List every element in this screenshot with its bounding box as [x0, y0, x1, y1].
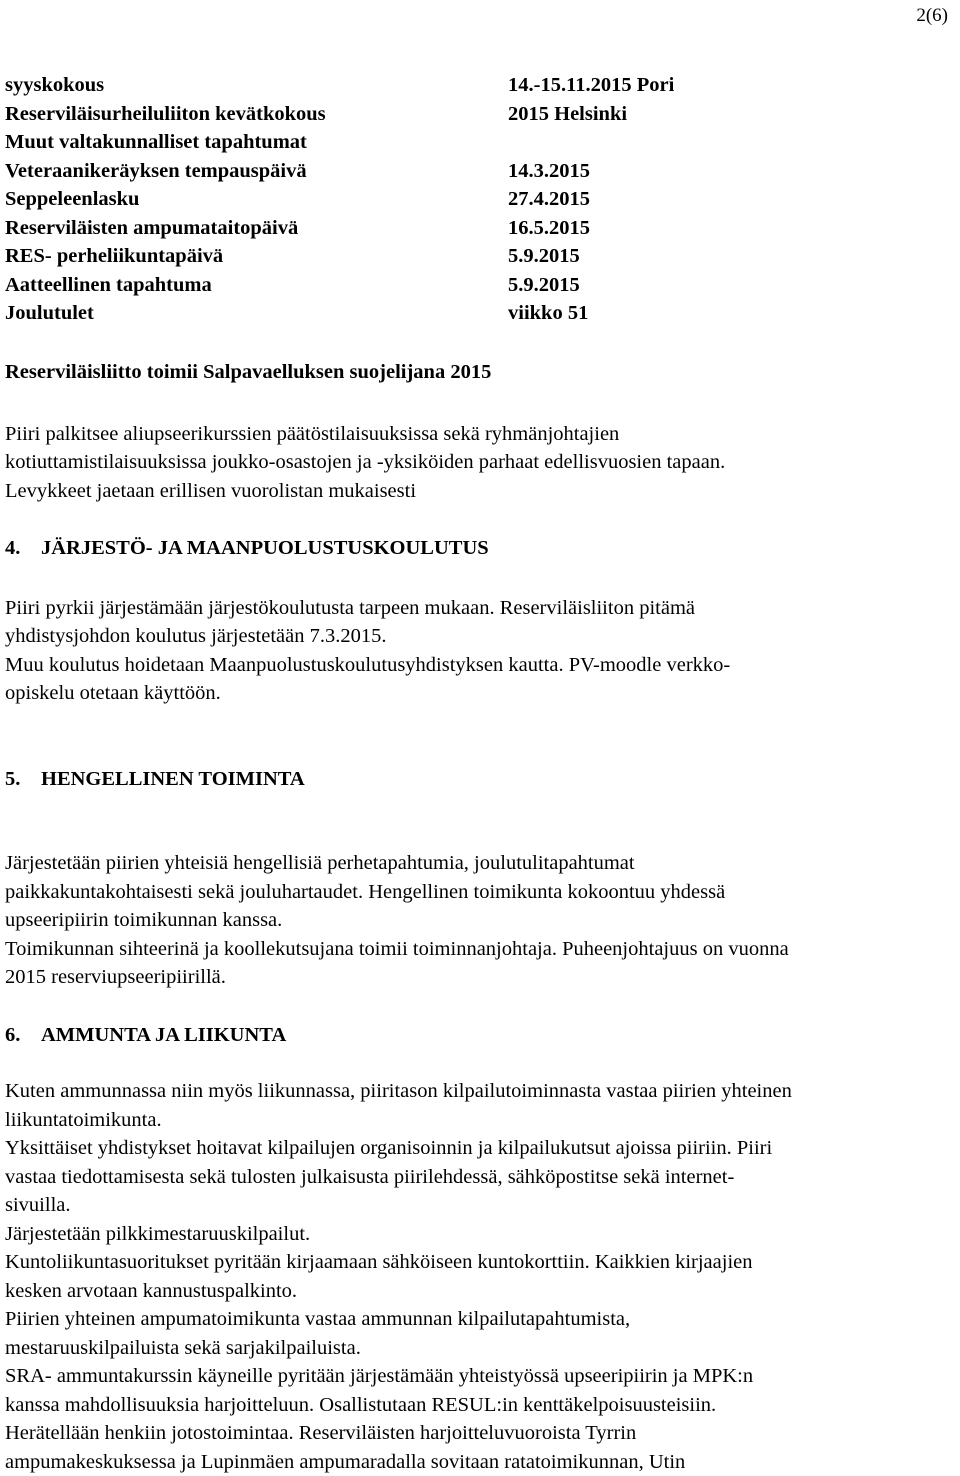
text-line: paikkakuntakohtaisesti sekä jouluhartaudet. Hengellinen toimikunta kokoontuu yhdessä	[5, 880, 726, 903]
text-line: upseeripiirin toimikunnan kanssa.	[5, 909, 283, 931]
event-name: Reserviläisurheiluliiton kevätkokous	[5, 102, 326, 125]
text-line: sivuilla.	[5, 1194, 71, 1216]
text-line: kesken arvotaan kannustuspalkinto.	[5, 1279, 298, 1302]
section-6-paragraph	[5, 1077, 955, 1476]
event-name: Joulutulet	[5, 302, 94, 324]
text-line: kanssa mahdollisuuksia harjoitteluun. Osallistutaan RESUL:in kenttäkelpoisuusteisiin.	[5, 1393, 717, 1416]
event-row	[5, 299, 945, 328]
section-title: HENGELLINEN TOIMINTA	[41, 767, 305, 790]
document-body	[5, 358, 955, 1476]
event-date: 14.3.2015	[508, 159, 590, 182]
event-name: Seppeleenlasku	[5, 188, 140, 210]
text-line: liikuntatoimikunta.	[5, 1108, 162, 1131]
section-heading-5	[5, 765, 955, 794]
section-number: 4.	[5, 537, 21, 559]
text-line: Piiri palkitsee aliupseerikurssien päätöstilaisuuksissa sekä ryhmänjohtajien	[5, 422, 620, 445]
event-row	[5, 100, 945, 129]
text-line: mestaruuskilpailuista sekä sarjakilpailuista.	[5, 1336, 361, 1359]
event-date: 16.5.2015	[508, 216, 590, 239]
event-date: 5.9.2015	[508, 245, 580, 267]
event-row	[5, 71, 945, 100]
event-row	[5, 271, 945, 300]
text-line: yhdistysjohdon koulutus järjestetään 7.3.2015.	[5, 625, 387, 647]
text-line: vastaa tiedottamisesta sekä tulosten julkaisusta piirilehdessä, sähköpostitse sekä internet-	[5, 1165, 735, 1188]
page-number: 2(6)	[916, 5, 948, 26]
event-row	[5, 128, 945, 157]
section-number: 6.	[5, 1023, 21, 1046]
text-line: Kuten ammunnassa niin myös liikunnassa, piiritason kilpailutoiminnasta vastaa piirien yhteinen	[5, 1080, 792, 1102]
event-row	[5, 214, 945, 243]
text-line: Toimikunnan sihteerinä ja koollekutsujana toimii toiminnanjohtaja. Puheenjohtajuus on vuonna	[5, 937, 789, 960]
event-row	[5, 242, 945, 271]
events-list	[5, 71, 945, 328]
event-date: 27.4.2015	[508, 188, 590, 210]
event-date: 14.-15.11.2015 Pori	[508, 74, 675, 96]
text-line: Kuntoliikuntasuoritukset pyritään kirjaamaan sähköiseen kuntokorttiin. Kaikkien kirjaajien	[5, 1251, 753, 1273]
event-date: 2015 Helsinki	[508, 102, 628, 125]
text-line: Levykkeet jaetaan erillisen vuorolistan mukaisesti	[5, 479, 417, 502]
event-name: Veteraanikeräyksen tempauspäivä	[5, 159, 307, 182]
salpa-line: Reserviläisliitto toimii Salpavaelluksen suojelijana 2015	[5, 361, 492, 383]
text-line: 2015 reserviupseeripiirillä.	[5, 966, 226, 988]
text-line: ampumakeskuksessa ja Lupinmäen ampumaradalla sovitaan ratatoimikunnan, Utin	[5, 1450, 686, 1473]
text-line: Piirien yhteinen ampumatoimikunta vastaa ammunnan kilpailutapahtumista,	[5, 1308, 631, 1330]
text-line: Yksittäiset yhdistykset hoitavat kilpailujen organisoinnin ja kilpailukutsut ajoissa piiriin. Piiri	[5, 1137, 773, 1159]
event-date: viikko 51	[508, 302, 589, 324]
event-row	[5, 157, 945, 186]
event-name: RES- perheliikuntapäivä	[5, 245, 224, 267]
section-heading-6	[5, 1021, 955, 1050]
text-line: kotiuttamistilaisuuksissa joukko-osastojen ja -yksiköiden parhaat edellisvuosien tapaan.	[5, 451, 726, 473]
section-4-paragraph	[5, 594, 955, 708]
text-line: Järjestetään pilkkimestaruuskilpailut.	[5, 1222, 311, 1245]
section-title: AMMUNTA JA LIIKUNTA	[41, 1023, 287, 1046]
text-line: opiskelu otetaan käyttöön.	[5, 682, 221, 704]
event-name: Muut valtakunnalliset tapahtumat	[5, 131, 307, 153]
event-name: syyskokous	[5, 74, 105, 96]
text-line: Järjestetään piirien yhteisiä hengellisiä perhetapahtumia, joulutulitapahtumat	[5, 852, 635, 874]
event-date: 5.9.2015	[508, 273, 580, 296]
section-5-paragraph	[5, 849, 955, 992]
text-line: Herätellään henkiin jotostoimintaa. Reserviläisten harjoitteluvuoroista Tyrrin	[5, 1422, 637, 1444]
section-number: 5.	[5, 767, 21, 790]
text-line: Muu koulutus hoidetaan Maanpuolustuskoulutusyhdistyksen kautta. PV-moodle verkko-	[5, 653, 731, 676]
section-heading-4	[5, 534, 955, 563]
awards-paragraph	[5, 420, 955, 506]
event-name: Aatteellinen tapahtuma	[5, 273, 212, 296]
text-line: Piiri pyrkii järjestämään järjestökoulutusta tarpeen mukaan. Reserviläisliiton pitämä	[5, 596, 695, 619]
event-name: Reserviläisten ampumataitopäivä	[5, 216, 299, 239]
section-title: JÄRJESTÖ- JA MAANPUOLUSTUSKOULUTUS	[41, 537, 489, 559]
event-row	[5, 185, 945, 214]
text-line: SRA- ammuntakurssin käyneille pyritään järjestämään yhteistyössä upseeripiirin ja MPK:n	[5, 1365, 754, 1387]
